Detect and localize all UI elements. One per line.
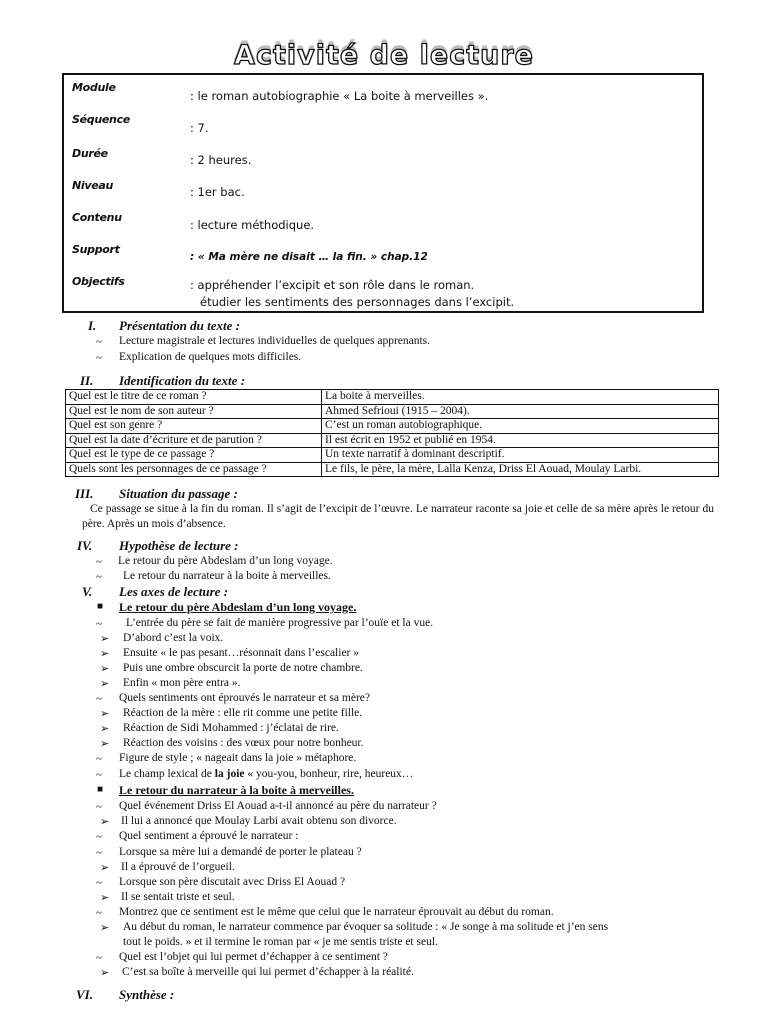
table-question: Quel est son genre ? [66,419,322,434]
table-row [66,433,719,448]
tilde-bullet-icon: ~ [96,831,102,843]
tilde-bullet-icon: ~ [96,556,102,568]
info-label: Module [72,81,116,94]
list-item: Il lui a annoncé que Moulay Larbi avait obtenu son divorce. [121,815,397,827]
list-item: C’est sa boîte à merveille qui lui permet d’échapper à la réalité. [122,966,414,978]
axe-heading: Le retour du père Abdeslam d’un long voyage. [119,600,357,614]
table-answer: Un texte narratif à dominant descriptif. [322,448,719,463]
list-item-continuation: tout le poids. » et il termine le roman par « je me sentis triste et seul. [123,936,438,948]
text-run: Le champ lexical de [119,768,215,780]
list-item: Quel événement Driss El Aouad a-t-il annoncé au père du narrateur ? [119,800,437,812]
section-title: Hypothèse de lecture : [119,538,239,553]
section-number: III. [75,486,94,501]
tilde-bullet-icon: ~ [96,952,102,964]
section-title: Synthèse : [119,987,175,1002]
arrow-bullet-icon: ➢ [100,663,110,675]
info-value: : 2 heures. [190,153,252,167]
arrow-bullet-icon: ➢ [100,922,110,934]
tilde-bullet-icon: ~ [96,352,102,364]
table-row [66,419,719,434]
list-item: Figure de style ; « nageait dans la joie » métaphore. [119,752,357,764]
tilde-bullet-icon: ~ [96,769,102,781]
list-item [119,768,413,780]
section-number: V. [82,584,93,599]
list-item: Le retour du narrateur à la boite à merveilles. [123,570,331,582]
table-answer: La boite à merveilles. [322,390,719,405]
info-value-2: étudier les sentiments des personnages dans l’excipit. [200,295,515,309]
list-item: Explication de quelques mots difficiles. [119,351,302,363]
info-module [72,81,696,101]
list-item: Réaction de Sidi Mohammed : j’éclatai de rire. [123,722,339,734]
info-sequence [72,113,696,133]
arrow-bullet-icon: ➢ [100,723,110,735]
table-question: Quel est la date d’écriture et de parution ? [66,433,322,448]
arrow-bullet-icon: ➢ [100,738,110,750]
list-item: Puis une ombre obscurcit la porte de notre chambre. [123,662,363,674]
table-question: Quel est le type de ce passage ? [66,448,322,463]
text-run-bold: la joie [214,768,245,780]
arrow-bullet-icon: ➢ [100,862,110,874]
list-item: Au début du roman, le narrateur commence par évoquer sa solitude : « Je songe à ma solitude et j’en sens [123,921,609,933]
info-label: Niveau [72,179,114,192]
section-title: Identification du texte : [119,373,246,388]
list-item: Quel sentiment a éprouvé le narrateur : [119,830,299,842]
list-item: Montrez que ce sentiment est le même que celui que le narrateur éprouvait au début du roman. [119,906,554,918]
tilde-bullet-icon: ~ [96,571,102,583]
info-support [72,243,696,263]
info-label: Support [72,243,120,256]
table-row [66,448,719,463]
list-item: Quels sentiments ont éprouvés le narrateur et sa mère? [119,692,370,704]
list-item: Le retour du père Abdeslam d’un long voyage. [118,555,333,567]
arrow-bullet-icon: ➢ [100,633,110,645]
info-label: Objectifs [72,275,125,288]
table-question: Quel est le nom de son auteur ? [66,404,322,419]
tilde-bullet-icon: ~ [96,336,102,348]
table-question: Quels sont les personnages de ce passage ? [66,462,322,477]
page-title: Activité de lecture [234,40,534,71]
list-item: Réaction des voisins : des vœux pour notre bonheur. [123,737,364,749]
list-item: D’abord c’est la voix. [123,632,224,644]
tilde-bullet-icon: ~ [96,693,102,705]
info-value: : le roman autobiographie « La boite à merveilles ». [190,89,489,103]
list-item: Ensuite « le pas pesant…résonnait dans l’escalier » [123,647,359,659]
list-item: Lorsque son père discutait avec Driss El Aouad ? [119,876,346,888]
tilde-bullet-icon: ~ [96,877,102,889]
list-item: Réaction de la mère : elle rit comme une petite fille. [123,707,363,719]
section-title: Situation du passage : [119,486,238,501]
tilde-bullet-icon: ~ [96,801,102,813]
list-item: Lecture magistrale et lectures individuelles de quelques apprenants. [119,335,431,347]
info-value: : appréhender l’excipit et son rôle dans le roman. [190,278,475,292]
section-number: IV. [77,538,93,553]
arrow-bullet-icon: ➢ [100,648,110,660]
table-row [66,390,719,405]
list-item: Il se sentait triste et seul. [121,891,235,903]
table-answer: C’est un roman autobiographique. [322,419,719,434]
list-item: Lorsque sa mère lui a demandé de porter le plateau ? [119,846,362,858]
tilde-bullet-icon: ~ [96,618,102,630]
list-item: L’entrée du père se fait de manière progressive par l’ouïe et la vue. [126,617,434,629]
table-answer: Le fils, le père, la mère, Lalla Kenza, Driss El Aouad, Moulay Larbi. [322,462,719,477]
arrow-bullet-icon: ➢ [100,678,110,690]
arrow-bullet-icon: ➢ [100,708,110,720]
list-item: Quel est l’objet qui lui permet d’échapper à ce sentiment ? [119,951,388,963]
info-objectifs [72,275,696,309]
table-answer: Il est écrit en 1952 et publié en 1954. [322,433,719,448]
table-question: Quel est le titre de ce roman ? [66,390,322,405]
info-box [62,73,704,313]
section-title: Les axes de lecture : [119,584,229,599]
info-label: Durée [72,147,108,160]
list-item: Enfin « mon père entra ». [123,677,241,689]
info-value: : 7. [190,121,209,135]
arrow-bullet-icon: ➢ [100,967,110,979]
tilde-bullet-icon: ~ [96,847,102,859]
info-niveau [72,179,696,199]
arrow-bullet-icon: ➢ [100,892,110,904]
table-row [66,462,719,477]
list-item: Il a éprouvé de l’orgueil. [121,861,235,873]
section-number: I. [88,318,97,333]
section-number: VI. [76,987,93,1002]
section-title: Présentation du texte : [119,318,240,333]
arrow-bullet-icon: ➢ [100,816,110,828]
tilde-bullet-icon: ~ [96,753,102,765]
info-contenu [72,211,696,231]
table-answer: Ahmed Sefrioui (1915 – 2004). [322,404,719,419]
info-label: Contenu [72,211,122,224]
situation-paragraph: Ce passage se situe à la fin du roman. Il s’agit de l’excipit de l’œuvre. Le narrateur raconte sa joie et celle de sa mère après le retour du père. Après un mois d’absence. [82,503,714,530]
info-label: Séquence [72,113,130,126]
square-bullet-icon: ■ [97,601,104,612]
section-number: II. [80,373,94,388]
tilde-bullet-icon: ~ [96,907,102,919]
info-value: : 1er bac. [190,185,245,199]
identification-table [65,389,719,477]
table-row [66,404,719,419]
square-bullet-icon: ■ [97,784,104,795]
info-value: : « Ma mère ne disait … la fin. » chap.12 [190,251,428,263]
info-duree [72,147,696,167]
text-run: « you-you, bonheur, rire, heureux… [244,768,414,780]
info-value: : lecture méthodique. [190,218,315,232]
axe-heading: Le retour du narrateur à la boite à merveilles. [119,783,354,797]
